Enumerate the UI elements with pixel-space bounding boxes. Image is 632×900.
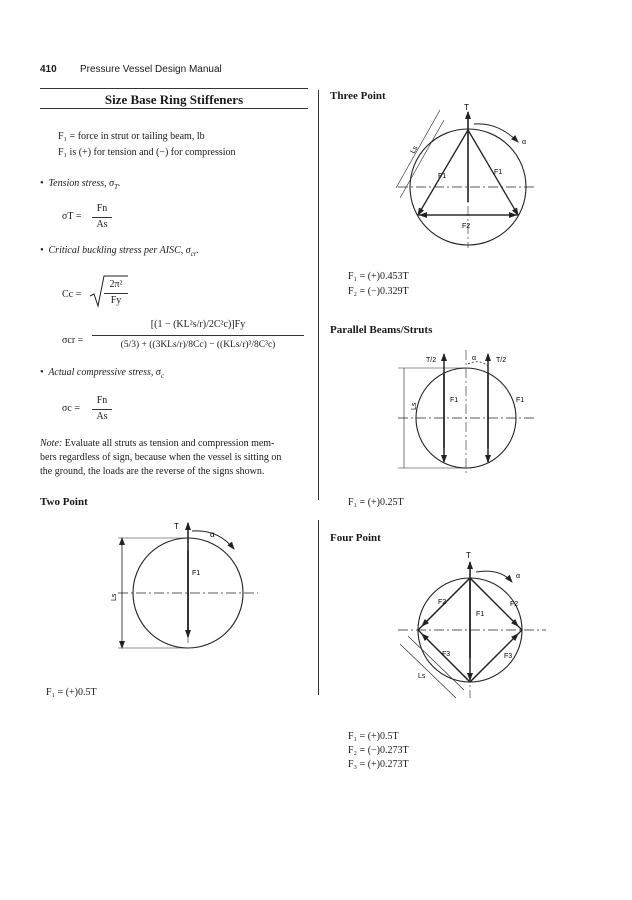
column-divider	[318, 90, 319, 500]
sigma-t-den: As	[96, 219, 108, 230]
running-title: Pressure Vessel Design Manual	[80, 64, 222, 75]
force-F2-left-label: F2	[438, 599, 447, 606]
length-Ls-label: Ls	[111, 593, 118, 601]
length-Ls-label: Ls	[418, 673, 426, 680]
cc-num: 2π²	[109, 279, 123, 290]
buckling-heading-sub: cr	[190, 250, 197, 258]
title-rule-bottom	[40, 108, 308, 109]
four-point-title: Four Point	[330, 532, 381, 544]
four-point-diagram	[388, 548, 548, 708]
length-Ls-label: Ls	[411, 402, 418, 410]
parallel-title: Parallel Beams/Struts	[330, 324, 433, 336]
note-label: Note:	[40, 438, 63, 449]
three-point-result-2: F₂ = (−)0.329T	[348, 286, 409, 297]
bullet-dot: •	[40, 245, 49, 256]
two-point-result: F₁ = (+)0.5T	[46, 687, 97, 698]
force-F1-label: F1	[192, 570, 201, 577]
sigma-c-den: As	[96, 411, 108, 422]
sigma-t-num: Fn	[96, 203, 108, 214]
three-point-result-1: F₁ = (+)0.453T	[348, 271, 409, 282]
definition-sign: F₁ is (+) for tension and (−) for compression	[58, 147, 236, 158]
three-point-diagram	[388, 102, 538, 252]
load-T-label: T	[464, 103, 469, 112]
scr-den: (5/3) + ((3KLs/r)/8Cc) − ((KLs/r)³/8C³c)	[120, 340, 276, 350]
fraction-bar	[92, 335, 304, 336]
cc-den: Fy	[110, 295, 122, 306]
note-line-1: Evaluate all struts as tension and compression mem-	[64, 438, 275, 449]
buckling-heading: • Critical buckling stress per AISC, $\sigma_{cr}$.	[40, 245, 200, 258]
tension-heading-sub: T	[114, 183, 119, 191]
cc-lhs: Cc =	[62, 289, 82, 300]
bullet-dot: •	[40, 178, 49, 189]
title-rule-top	[40, 88, 308, 89]
load-T-label: T	[466, 551, 471, 560]
buckling-heading-text: Critical buckling stress per AISC, σ	[48, 245, 191, 256]
length-Ls-label: Ls	[409, 145, 420, 155]
four-point-result-2: F₂ = (−)0.273T	[348, 745, 409, 756]
note-line-3: the ground, the loads are the reverse of the signs shown.	[40, 466, 265, 477]
four-point-result-3: F₃ = (+)0.273T	[348, 759, 409, 770]
comp-heading	[40, 367, 164, 380]
definition-force: F₁ = force in strut or tailing beam, lb	[58, 131, 205, 142]
tension-heading-text: Tension stress, σ	[48, 178, 115, 189]
load-T-half-left-label: T/2	[426, 357, 437, 364]
force-F1-right-label: F1	[516, 397, 525, 404]
force-F3-right-label: F3	[504, 653, 513, 660]
note-line-2: bers regardless of sign, because when the vessel is sitting on	[40, 452, 282, 463]
force-F1-left-label: F1	[450, 397, 459, 404]
parallel-diagram	[388, 338, 538, 478]
force-F3-left-label: F3	[442, 651, 451, 658]
force-F1-right-label: F1	[494, 169, 503, 176]
load-T-half-right-label: T/2	[496, 357, 507, 364]
three-point-title: Three Point	[330, 90, 386, 102]
force-F2-label: F2	[462, 223, 471, 230]
force-F1-label: F1	[476, 611, 485, 618]
force-F1-left-label: F1	[438, 173, 447, 180]
two-point-diagram	[100, 515, 260, 660]
tension-heading: • Tension stress, $\sigma_T$.	[40, 178, 121, 191]
sigma-c-lhs: σc =	[62, 403, 80, 414]
column-divider-lower	[318, 520, 319, 695]
load-T-label: T	[174, 522, 179, 531]
four-point-result-1: F₁ = (+)0.5T	[348, 731, 399, 742]
section-title: Size Base Ring Stiffeners	[104, 92, 244, 107]
force-F2-right-label: F2	[510, 601, 519, 608]
page-number: 410	[40, 64, 57, 75]
comp-heading-text: Actual compressive stress, σ	[48, 367, 161, 378]
two-point-title: Two Point	[40, 496, 88, 508]
note	[40, 437, 312, 479]
alpha-label: α	[516, 573, 521, 580]
bullet-dot: •	[40, 367, 49, 378]
sigma-t-lhs: σT =	[62, 211, 82, 222]
alpha-label: α	[522, 139, 527, 146]
parallel-result: F₁ = (+)0.25T	[348, 497, 404, 508]
scr-num: [(1 − (KL²s/r)/2C²c)]Fy	[150, 319, 246, 330]
comp-heading-sub: c	[160, 372, 164, 380]
sigma-c-num: Fn	[96, 395, 108, 406]
alpha-label: α	[472, 355, 477, 362]
alpha-label: α	[210, 530, 215, 539]
scr-lhs: σcr =	[62, 335, 84, 346]
